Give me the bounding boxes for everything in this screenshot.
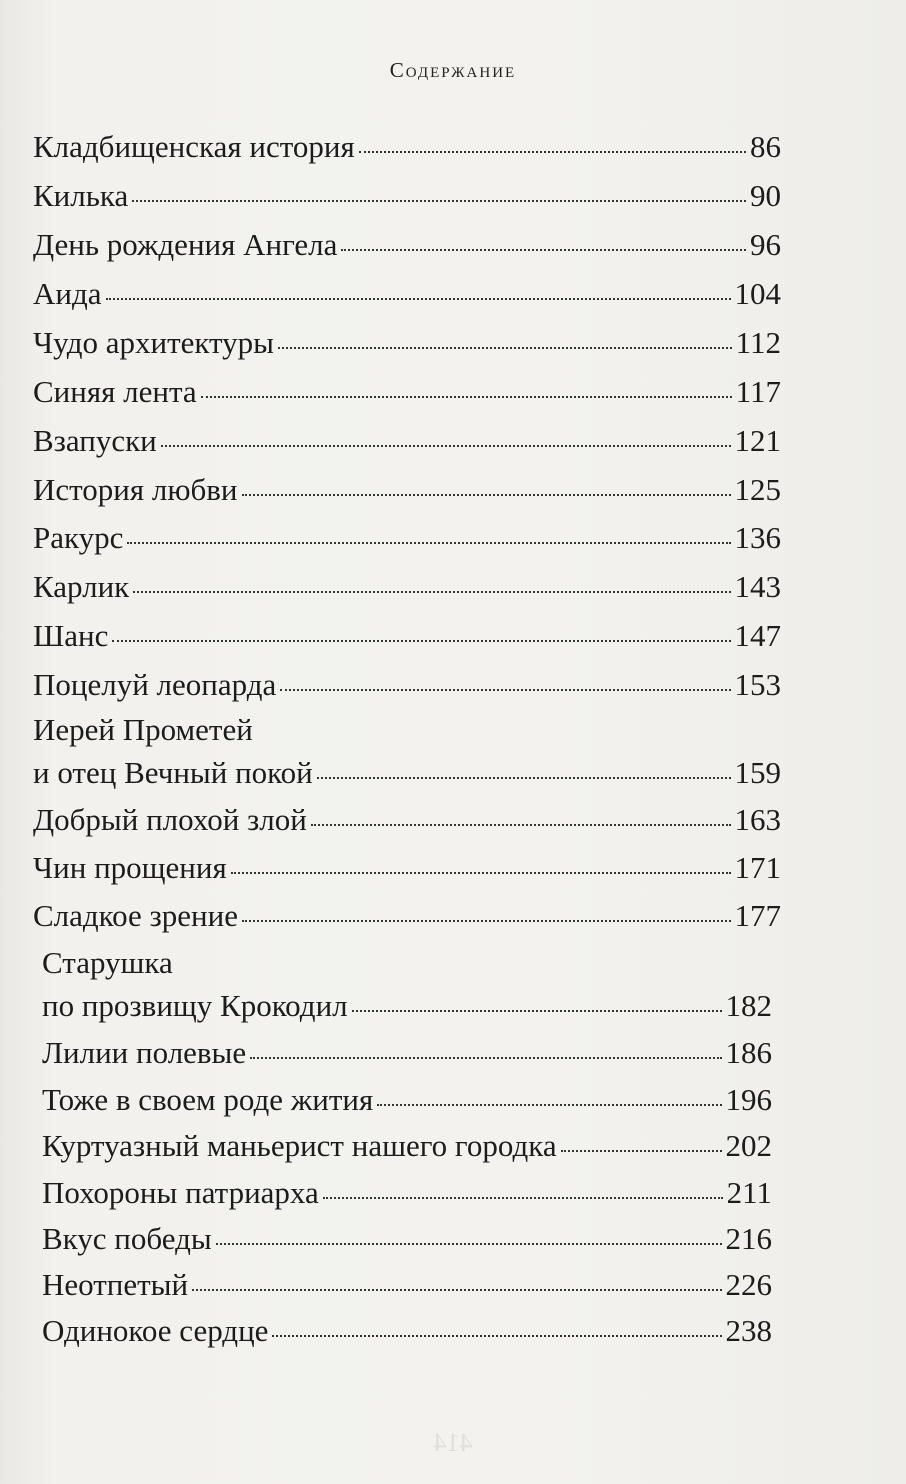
toc-entry (33, 851, 781, 885)
leader-dots (250, 1057, 721, 1059)
leader-dots (323, 1197, 723, 1199)
toc-entry (33, 473, 781, 507)
entry-title: по прозвищу Крокодил (42, 988, 348, 1023)
leader-dots (216, 1243, 722, 1245)
entry-title: Взапуски (33, 423, 157, 458)
entry-page-number: 211 (726, 1175, 772, 1210)
toc-entry (42, 1036, 772, 1070)
entry-title: Аида (33, 276, 102, 311)
leader-dots (112, 640, 730, 642)
entry-title-line1: Иерей Прометей (33, 712, 253, 747)
toc-entry (33, 803, 781, 837)
toc-entry (33, 277, 781, 311)
toc-entry (42, 1176, 772, 1210)
toc-entry (42, 989, 772, 1023)
entry-title: День рождения Ангела (33, 227, 338, 262)
entry-page-number: 86 (750, 129, 781, 164)
entry-page-number: 112 (735, 325, 781, 360)
entry-title: Чин прощения (33, 850, 227, 885)
toc-entry (33, 756, 781, 790)
entry-title: и отец Вечный покой (33, 755, 313, 790)
toc-entry (42, 1222, 772, 1256)
leader-dots (161, 445, 731, 447)
toc-entry (33, 130, 781, 164)
leader-dots (242, 920, 731, 922)
entry-title: Карлик (33, 569, 130, 604)
entry-page-number: 96 (750, 227, 781, 262)
entry-page-number: 226 (725, 1267, 772, 1302)
leader-dots (231, 872, 731, 874)
entry-title: Куртуазный маньерист нашего городка (42, 1128, 557, 1163)
leader-dots (133, 591, 730, 593)
entry-page-number: 117 (735, 374, 781, 409)
leader-dots (106, 298, 731, 300)
entry-title: Ракурс (33, 520, 124, 555)
entry-title: История любви (33, 472, 238, 507)
entry-title: Лилии полевые (42, 1035, 247, 1070)
entry-page-number: 104 (734, 276, 781, 311)
toc-entry (33, 228, 781, 262)
entry-title: Одинокое сердце (42, 1313, 269, 1348)
entry-page-number: 177 (734, 898, 781, 933)
toc-entry (33, 326, 781, 360)
entry-title: Вкус победы (42, 1221, 212, 1256)
leader-dots (272, 1335, 721, 1337)
entry-title: Похороны патриарха (42, 1175, 319, 1210)
entry-page-number: 121 (734, 423, 781, 458)
leader-dots (341, 249, 746, 251)
entry-page-number: 216 (725, 1221, 772, 1256)
bleed-through-page-number: 414 (433, 1428, 473, 1457)
leader-dots (192, 1289, 721, 1291)
entry-title: Килька (33, 178, 129, 213)
entry-page-number: 159 (734, 755, 781, 790)
leader-dots (377, 1104, 721, 1106)
entry-title: Сладкое зрение (33, 898, 238, 933)
entry-page-number: 136 (734, 520, 781, 555)
entry-page-number: 143 (734, 569, 781, 604)
toc-entry (42, 1314, 772, 1348)
entry-title-line1: Старушка (42, 945, 173, 980)
entry-title: Синяя лента (33, 374, 197, 409)
leader-dots (278, 347, 732, 349)
leader-dots (242, 494, 731, 496)
leader-dots (311, 824, 731, 826)
entry-title: Добрый плохой злой (33, 802, 307, 837)
entry-page-number: 90 (750, 178, 781, 213)
toc-entry (42, 1083, 772, 1117)
leader-dots (201, 396, 732, 398)
entry-title: Поцелуй леопарда (33, 667, 277, 702)
leader-dots (317, 777, 731, 779)
toc-entry (33, 668, 781, 702)
entry-page-number: 186 (725, 1035, 772, 1070)
entry-page-number: 182 (725, 988, 772, 1023)
entry-page-number: 196 (725, 1082, 772, 1117)
entry-title: Кладбищенская история (33, 129, 355, 164)
leader-dots (127, 542, 730, 544)
toc-entry (33, 179, 781, 213)
entry-page-number: 163 (734, 802, 781, 837)
toc-entry (33, 424, 781, 458)
entry-page-number: 147 (734, 618, 781, 653)
toc-entry (33, 521, 781, 555)
leader-dots (280, 689, 730, 691)
entry-title: Чудо архитектуры (33, 325, 274, 360)
contents-heading: Содержание (389, 58, 517, 82)
toc-entry (42, 1129, 772, 1163)
leader-dots (352, 1010, 722, 1012)
toc-entry (33, 570, 781, 604)
entry-title: Шанс (33, 618, 109, 653)
leader-dots (132, 200, 746, 202)
entry-page-number: 202 (725, 1128, 772, 1163)
toc-entry (42, 1268, 772, 1302)
entry-page-number: 171 (734, 850, 781, 885)
leader-dots (359, 151, 746, 153)
entry-page-number: 238 (725, 1313, 772, 1348)
entry-title: Неотпетый (42, 1267, 189, 1302)
toc-entry (33, 375, 781, 409)
entry-page-number: 125 (734, 472, 781, 507)
entry-page-number: 153 (734, 667, 781, 702)
toc-entry (33, 619, 781, 653)
leader-dots (561, 1150, 722, 1152)
entry-title: Тоже в своем роде жития (42, 1082, 374, 1117)
toc-entry (33, 899, 781, 933)
